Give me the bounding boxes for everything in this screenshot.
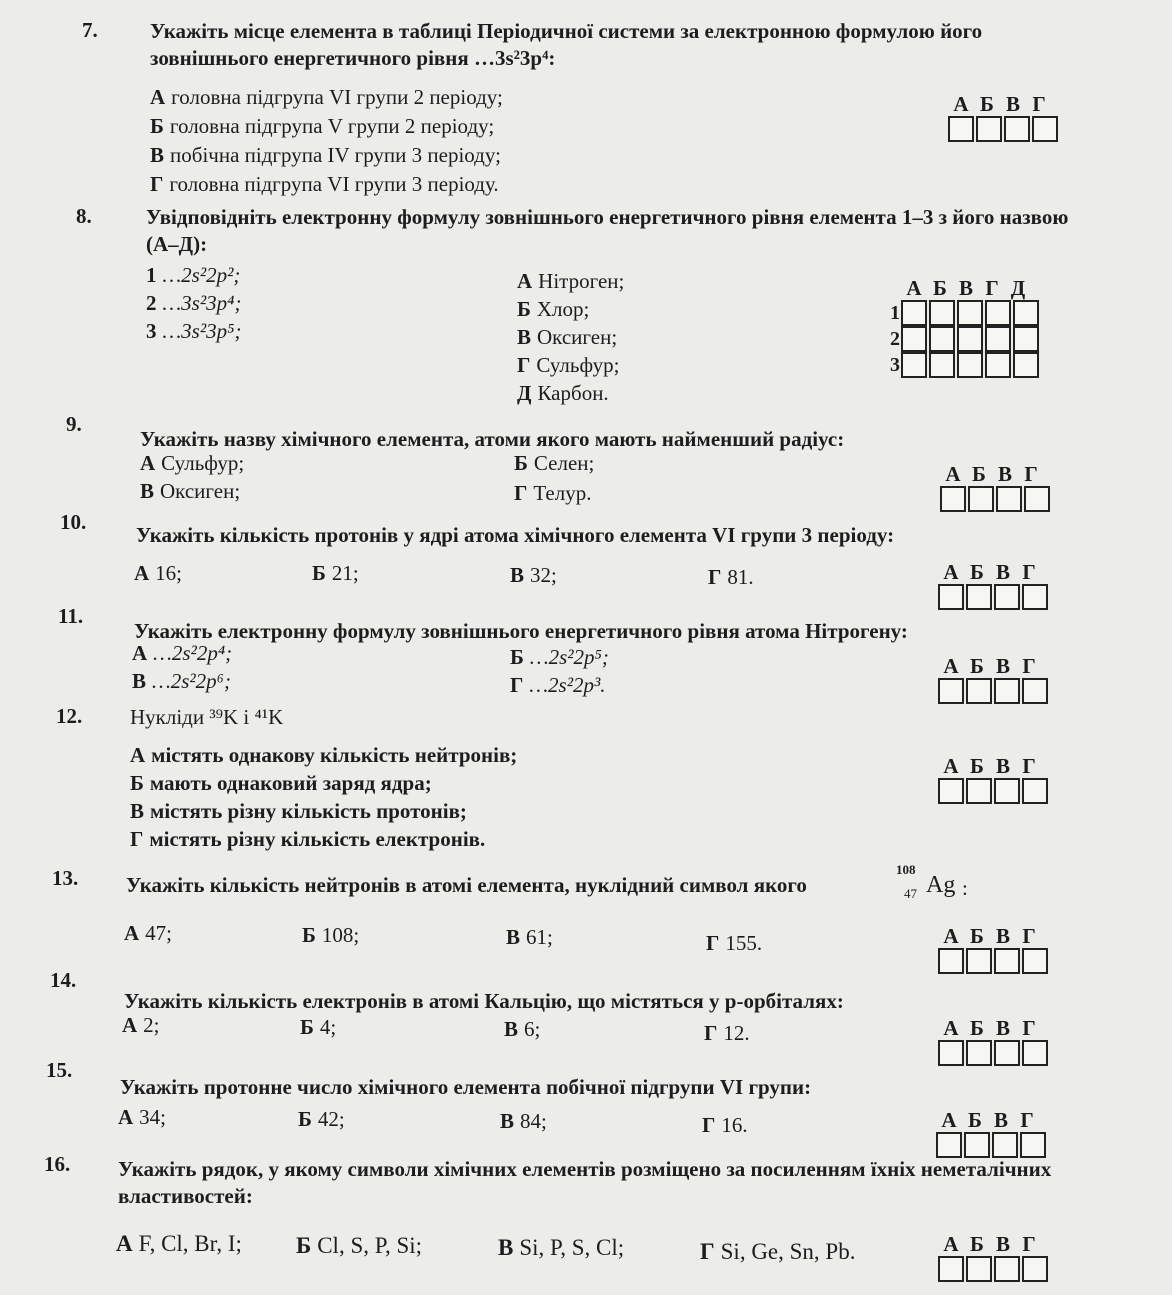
question-number: 15. [46,1058,73,1082]
option-a[interactable]: А F, Cl, Br, I; [116,1231,242,1256]
question-number: 9. [66,412,82,436]
option-v[interactable]: В 32; [510,563,557,587]
option-g[interactable]: Г 81. [708,565,754,589]
answer-box-v[interactable] [994,948,1020,974]
formula-1: 1 …2s²2p²; [146,263,241,287]
answer-box-b[interactable] [966,948,992,974]
option-v[interactable]: В 84; [500,1109,547,1133]
answer-box-b[interactable] [966,1256,992,1282]
match-box-3a[interactable] [901,352,927,378]
answer-box-g[interactable] [1022,1040,1048,1066]
option-v[interactable]: В 61; [506,925,553,949]
option-v[interactable]: В побічна підгрупа IV групи 3 періоду; [150,143,501,167]
answer-box-a[interactable] [938,1256,964,1282]
answer-grid: А Б В Г [948,92,1060,142]
question-number: 11. [58,604,84,628]
question-text: Увідповідніть електронну формулу зовнішнього енергетичного рівня елемента 1–3 з його назвою (А–Д): [146,205,1069,256]
option-a[interactable]: А головна підгрупа VI групи 2 періоду; [150,85,503,109]
option-v[interactable]: В містять різну кількість протонів; [130,799,467,823]
option-b[interactable]: Б 4; [300,1015,337,1039]
question-number: 12. [56,704,83,728]
option-v[interactable]: В 6; [504,1017,541,1041]
question-text: Нукліди ³⁹K і ⁴¹K [130,705,284,729]
option-g[interactable]: Г 16. [702,1113,748,1137]
answer-box-b[interactable] [966,778,992,804]
answer-grid: А Б В Г [938,1016,1050,1066]
answer-grid: А Б В Г [938,924,1050,974]
answer-grid: А Б В Г [936,1108,1048,1158]
formula-2: 2 …3s²3p⁴; [146,291,242,315]
nuclide-symbol: Ag [926,872,956,898]
question-number: 8. [76,204,92,228]
nuclide-z: 47 [904,886,917,901]
option-b[interactable]: Б 108; [302,923,360,947]
question-number: 13. [52,866,79,890]
option-b: Б Хлор; [517,297,590,321]
match-box-2d[interactable] [1013,326,1039,352]
match-box-1g[interactable] [985,300,1011,326]
option-g[interactable]: Г 155. [706,931,763,955]
option-v: В Оксиген; [517,325,618,349]
option-g[interactable]: Г 12. [704,1021,750,1045]
match-box-2v[interactable] [957,326,983,352]
answer-box-g[interactable] [1022,1256,1048,1282]
answer-box-a[interactable] [948,116,974,142]
nuclide-mass: 108 [896,862,916,877]
answer-grid: А Б В Г [938,754,1050,804]
option-b[interactable]: Б Селен; [514,451,595,475]
answer-box-b[interactable] [976,116,1002,142]
answer-box-v[interactable] [994,778,1020,804]
question-text: Укажіть електронну формулу зовнішнього енергетичного рівня атома Нітрогену: [134,619,908,643]
answer-box-v[interactable] [994,1040,1020,1066]
answer-box-a[interactable] [938,778,964,804]
answer-box-g[interactable] [1022,678,1048,704]
option-v[interactable]: В …2s²2p⁶; [132,669,231,693]
question-text: Укажіть місце елемента в таблиці Періодичної системи за електронною формулою його зовнішнього енергетичного рівня …3s²3p⁴: [150,19,983,70]
match-box-3d[interactable] [1013,352,1039,378]
option-v[interactable]: В Si, P, S, Cl; [498,1235,625,1260]
answer-box-g[interactable] [1032,116,1058,142]
answer-box-a[interactable] [938,1040,964,1066]
option-a: А Нітроген; [517,269,625,293]
answer-box-v[interactable] [994,678,1020,704]
answer-grid: А Б В Г [938,654,1050,704]
answer-box-v[interactable] [994,1256,1020,1282]
option-b[interactable]: Б Cl, S, P, Si; [296,1233,423,1258]
answer-box-a[interactable] [938,948,964,974]
colon: : [962,876,968,900]
match-box-3b[interactable] [929,352,955,378]
option-a[interactable]: А 47; [124,921,173,945]
answer-grid: А Б В Г [940,462,1052,512]
option-d: Д Карбон. [517,381,609,405]
answer-box-b[interactable] [968,486,994,512]
option-v[interactable]: В Оксиген; [140,479,241,503]
option-a[interactable]: А Сульфур; [140,451,245,475]
option-a[interactable]: А 16; [134,561,183,585]
answer-box-a[interactable] [938,678,964,704]
option-b[interactable]: Б 21; [312,561,359,585]
match-box-3g[interactable] [985,352,1011,378]
answer-box-g[interactable] [1022,948,1048,974]
option-g[interactable]: Г головна підгрупа VI групи 3 періоду. [150,172,499,196]
answer-box-b[interactable] [966,678,992,704]
question-number: 7. [82,18,98,42]
answer-box-a[interactable] [936,1132,962,1158]
formula-3: 3 …3s²3p⁵; [146,319,242,343]
match-box-1d[interactable] [1013,300,1039,326]
answer-box-b[interactable] [966,584,992,610]
option-a[interactable]: А 2; [122,1013,160,1037]
match-box-1b[interactable] [929,300,955,326]
answer-box-a[interactable] [938,584,964,610]
answer-grid: А Б В Г [938,560,1050,610]
match-box-1a[interactable] [901,300,927,326]
answer-box-g[interactable] [1024,486,1050,512]
answer-box-v[interactable] [994,584,1020,610]
answer-box-b[interactable] [966,1040,992,1066]
option-g: Г Сульфур; [517,353,620,377]
option-g[interactable]: Г Телур. [514,481,592,505]
answer-box-v[interactable] [992,1132,1018,1158]
question-text: Укажіть кількість нейтронів в атомі елемента, нуклідний символ якого [126,873,807,897]
match-box-2a[interactable] [901,326,927,352]
option-a[interactable]: А містять однакову кількість нейтронів; [130,743,518,767]
answer-box-b[interactable] [964,1132,990,1158]
answer-box-v[interactable] [1004,116,1030,142]
option-b[interactable]: Б 42; [298,1107,345,1131]
option-g[interactable]: Г Si, Ge, Sn, Pb. [700,1239,856,1264]
answer-box-v[interactable] [996,486,1022,512]
question-text: Укажіть кількість електронів в атомі Кальцію, що містяться у p-орбіталях: [124,989,844,1013]
question-text: Укажіть рядок, у якому символи хімічних елементів розміщено за посиленням їхніх неметалічних властивостей: [118,1157,1052,1208]
match-box-1v[interactable] [957,300,983,326]
option-b[interactable]: Б …2s²2p⁵; [510,645,609,669]
option-g[interactable]: Г містять різну кількість електронів. [130,827,486,851]
question-text: Укажіть кількість протонів у ядрі атома хімічного елемента VI групи 3 періоду: [136,523,895,547]
question-number: 10. [60,510,87,534]
option-b[interactable]: Б головна підгрупа V групи 2 періоду; [150,114,495,138]
question-number: 16. [44,1152,71,1176]
answer-grid: А Б В Г [938,1232,1050,1282]
option-b[interactable]: Б мають однаковий заряд ядра; [130,771,432,795]
match-box-2g[interactable] [985,326,1011,352]
answer-box-g[interactable] [1022,584,1048,610]
option-g[interactable]: Г …2s²2p³. [510,673,606,697]
answer-box-g[interactable] [1020,1132,1046,1158]
question-number: 14. [50,968,77,992]
match-box-3v[interactable] [957,352,983,378]
answer-box-a[interactable] [940,486,966,512]
option-a[interactable]: А 34; [118,1105,167,1129]
option-a[interactable]: А …2s²2p⁴; [132,641,233,665]
match-box-2b[interactable] [929,326,955,352]
answer-box-g[interactable] [1022,778,1048,804]
matching-grid: А Б В Г Д 1 2 3 [882,276,1041,378]
question-text: Укажіть назву хімічного елемента, атоми якого мають найменший радіус: [140,427,845,451]
question-text: Укажіть протонне число хімічного елемента побічної підгрупи VI групи: [120,1075,812,1099]
